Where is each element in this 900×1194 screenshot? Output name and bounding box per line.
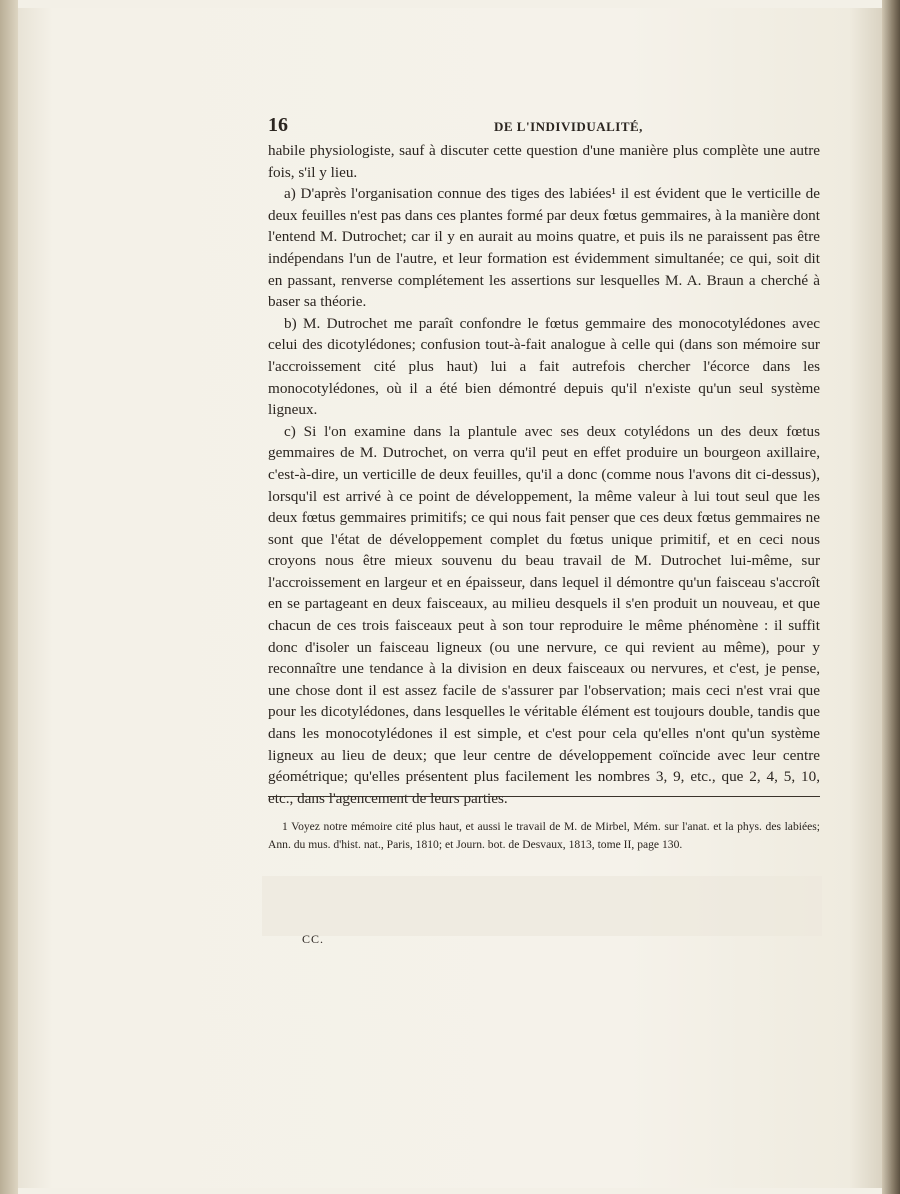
signature-mark: CC.: [302, 932, 325, 946]
paragraph-continuation: habile physiologiste, sauf à discuter cette question d'une manière plus complète une autre fois, s'il y lieu.: [268, 142, 820, 181]
paragraph-c: c) Si l'on examine dans la plantule avec ses deux cotylédons un des deux fœtus gemmaires de M. Dutrochet, on verra qu'il peut en effet produire un bourgeon axillaire, c'est-à-dire, un verticille de deux feuilles, qu'il a donc (comme nous l'avons dit ci-dessus), lorsqu'il est arrivé à ce point de développement, la même valeur à lui tout seul que les deux fœtus gemmaires primitifs; ce qui nous fait penser que ces deux fœtus gemmaires ne sont que l'état de développement complet du fœtus unique primitif, et en ceci nous croyons nous être mieux souvenu du beau travail de M. Dutrochet lui-même, sur l'accroissement en largeur et en épaisseur, dans lequel il démontre qu'un faisceau s'accroît en se partageant en deux faisceaux, au milieu desquels il s'en produit un nouveau, et que chacun de ces trois faisceaux peut à son tour reproduire le même phénomène : il suffit donc d'isoler un faisceau ligneux (ou une nervure, ce qui revient au même), pour y reconnaître une tendance à la division en deux faisceaux ou nervures, et c'est, je pense, une chose dont il est assez facile de s'assurer par l'observation; mais ceci n'est vrai que pour les dicotylédones, dans lesquelles le véritable élément est toujours double, tandis que dans les monocotylédones il est simple, et c'est pour cela qu'elles n'ont qu'un système ligneux au lieu de deux; que leur centre de développement coïncide avec leur centre géométrique; qu'elles présentent plus facilement les nombres 3, 9, etc., que 2, 4, 5, 10, etc., dans l'agencement de leurs parties.: [268, 422, 820, 807]
footnote: [268, 818, 820, 854]
paragraph-b: b) M. Dutrochet me paraît confondre le fœtus gemmaire des monocotylédones avec celui des dicotylédones; confusion tout-à-fait analogue à celle qui (dans son mémoire sur l'accroissement cité plus haut) lui a fait autrefois chercher l'écorce dans les monocotylédones, où il a été bien démontré depuis qu'il n'existe qu'un seul système ligneux.: [268, 314, 820, 419]
main-text: [268, 140, 820, 809]
footnote-divider: [268, 796, 820, 797]
page-number: 16: [268, 114, 288, 136]
running-title: DE L'INDIVIDUALITÉ,: [494, 119, 643, 134]
page-header: [268, 114, 820, 138]
bleed-through-shadow: [262, 876, 822, 936]
footnote-text: 1 Voyez notre mémoire cité plus haut, et aussi le travail de M. de Mirbel, Mém. sur l'anat. et la phys. des labiées; Ann. du mus. d'hist. nat., Paris, 1810; et Journ. bot. de Desvaux, 1813, tome II, page 130.: [268, 820, 820, 851]
page-left-edge: [0, 0, 18, 1194]
book-spine-shadow: [882, 0, 900, 1194]
paragraph-a: a) D'après l'organisation connue des tiges des labiées¹ il est évident que le verticille de deux feuilles n'est pas dans ces plantes formé par deux fœtus gemmaires, à la manière dont l'entend M. Dutrochet; car il y en aurait au moins quatre, et puis ils ne paraissent pas être indépendans l'un de l'autre, et leur formation est évidemment simultanée; ce qui, soit dit en passant, renverse complétement les assertions sur lesquelles M. A. Braun a cherché à baser sa théorie.: [268, 185, 820, 311]
